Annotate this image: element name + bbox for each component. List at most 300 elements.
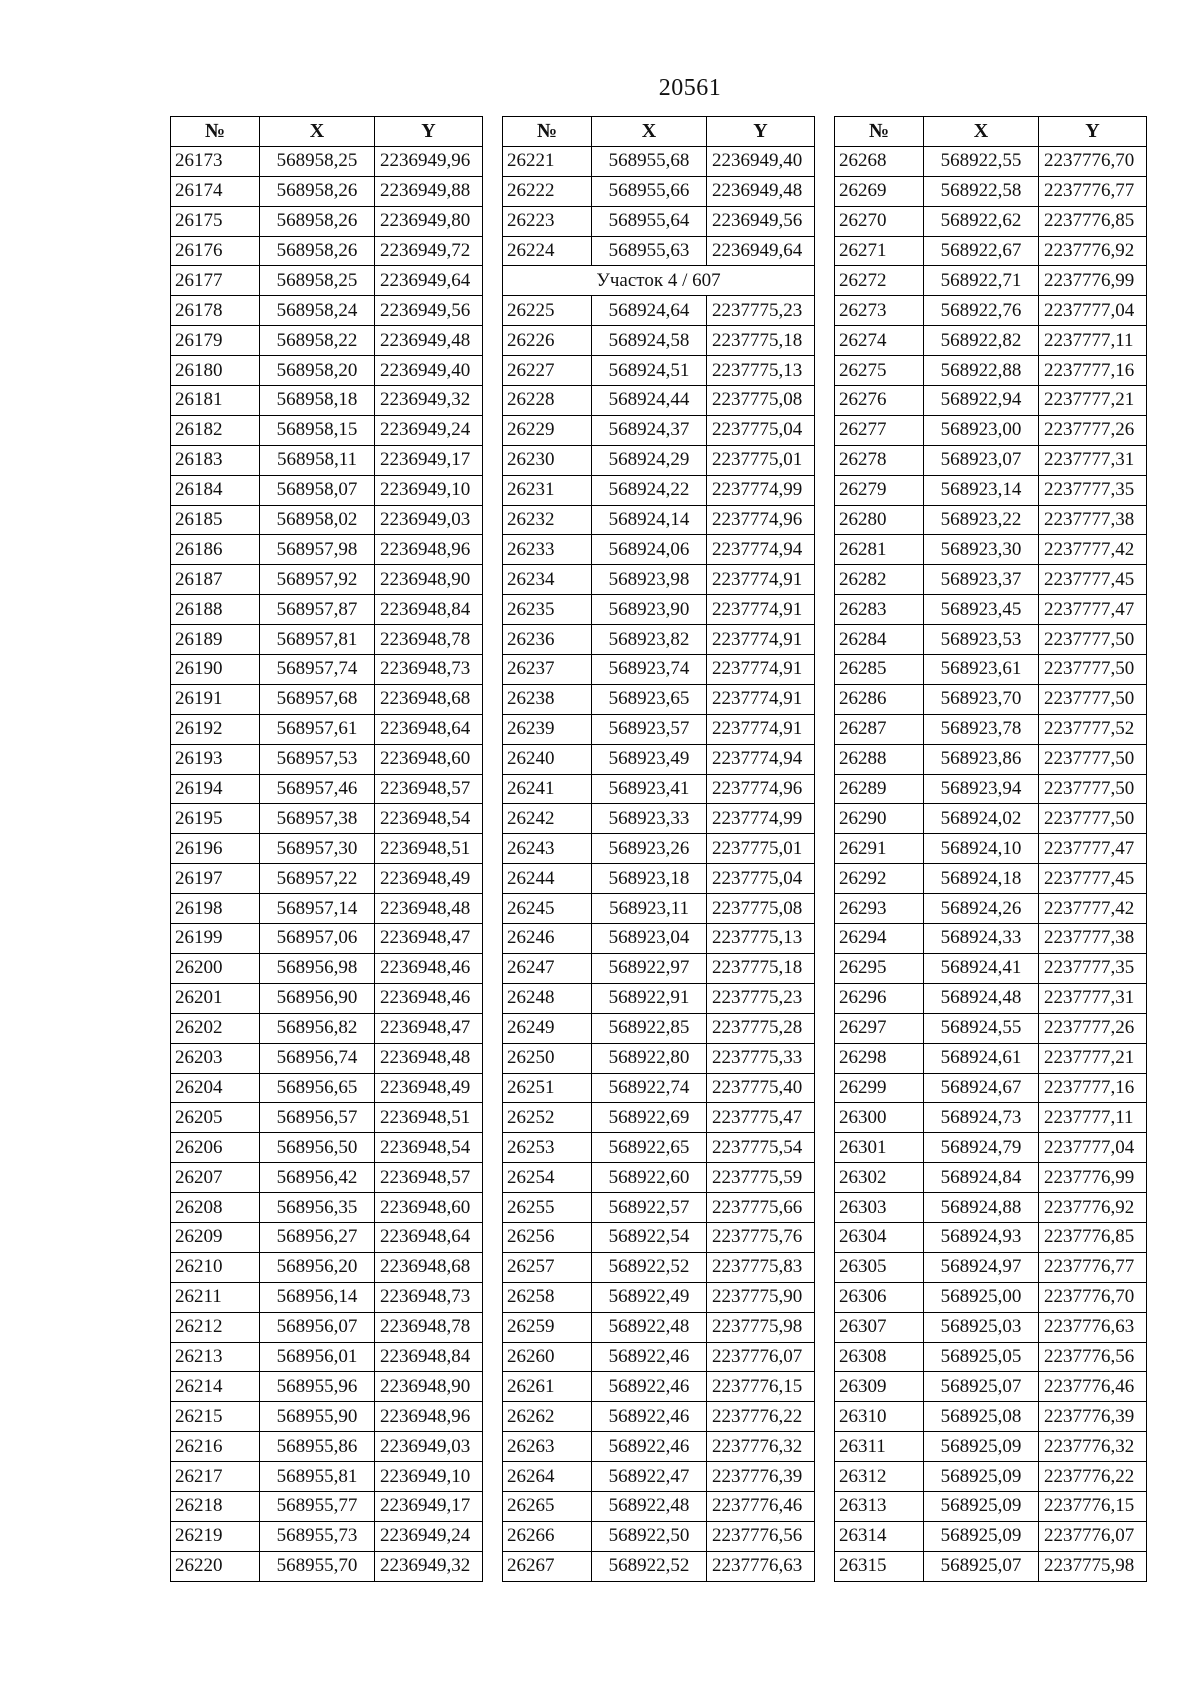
x-coordinate-cell: 568923,57 (592, 714, 707, 744)
point-number-cell: 26270 (835, 206, 924, 236)
x-coordinate-cell: 568924,44 (592, 386, 707, 416)
table-row (835, 565, 1147, 595)
point-number-cell: 26264 (503, 1462, 592, 1492)
point-number-cell: 26246 (503, 924, 592, 954)
column-header-x: X (260, 117, 375, 147)
table-row (503, 1521, 815, 1551)
y-coordinate-cell: 2236949,56 (707, 206, 815, 236)
x-coordinate-cell: 568958,20 (260, 356, 375, 386)
point-number-cell: 26294 (835, 924, 924, 954)
point-number-cell: 26247 (503, 953, 592, 983)
table-row (171, 834, 483, 864)
table-row (503, 1013, 815, 1043)
table-row (503, 326, 815, 356)
y-coordinate-cell: 2237774,91 (707, 714, 815, 744)
x-coordinate-cell: 568925,09 (924, 1462, 1039, 1492)
point-number-cell: 26207 (171, 1163, 260, 1193)
section-title: Участок 4 / 607 (503, 266, 815, 296)
y-coordinate-cell: 2237775,23 (707, 296, 815, 326)
y-coordinate-cell: 2236948,60 (375, 744, 483, 774)
y-coordinate-cell: 2237774,96 (707, 774, 815, 804)
y-coordinate-cell: 2236949,48 (375, 326, 483, 356)
x-coordinate-cell: 568923,18 (592, 864, 707, 894)
y-coordinate-cell: 2236949,64 (375, 266, 483, 296)
table-row (171, 1163, 483, 1193)
x-coordinate-cell: 568924,29 (592, 445, 707, 475)
y-coordinate-cell: 2237777,47 (1039, 834, 1147, 864)
table-row (835, 505, 1147, 535)
table-row (171, 894, 483, 924)
point-number-cell: 26200 (171, 953, 260, 983)
x-coordinate-cell: 568925,05 (924, 1342, 1039, 1372)
y-coordinate-cell: 2237775,04 (707, 864, 815, 894)
table-row (171, 1133, 483, 1163)
x-coordinate-cell: 568956,50 (260, 1133, 375, 1163)
point-number-cell: 26229 (503, 415, 592, 445)
x-coordinate-cell: 568923,14 (924, 475, 1039, 505)
point-number-cell: 26272 (835, 266, 924, 296)
y-coordinate-cell: 2236948,57 (375, 1163, 483, 1193)
x-coordinate-cell: 568957,87 (260, 595, 375, 625)
x-coordinate-cell: 568955,68 (592, 146, 707, 176)
point-number-cell: 26224 (503, 236, 592, 266)
y-coordinate-cell: 2237775,13 (707, 356, 815, 386)
y-coordinate-cell: 2237776,77 (1039, 176, 1147, 206)
table-row (835, 326, 1147, 356)
table-row (503, 146, 815, 176)
point-number-cell: 26183 (171, 445, 260, 475)
table-row (171, 1073, 483, 1103)
table-row (835, 1312, 1147, 1342)
point-number-cell: 26180 (171, 356, 260, 386)
point-number-cell: 26258 (503, 1282, 592, 1312)
y-coordinate-cell: 2236948,60 (375, 1193, 483, 1223)
x-coordinate-cell: 568922,49 (592, 1282, 707, 1312)
x-coordinate-cell: 568958,15 (260, 415, 375, 445)
table-row (171, 1312, 483, 1342)
y-coordinate-cell: 2236948,46 (375, 953, 483, 983)
y-coordinate-cell: 2237777,50 (1039, 625, 1147, 655)
table-row (171, 266, 483, 296)
point-number-cell: 26313 (835, 1491, 924, 1521)
y-coordinate-cell: 2237777,42 (1039, 535, 1147, 565)
page-number: 20561 (658, 75, 722, 101)
table-row (171, 565, 483, 595)
point-number-cell: 26315 (835, 1551, 924, 1581)
x-coordinate-cell: 568956,07 (260, 1312, 375, 1342)
table-row (171, 804, 483, 834)
table-row (835, 1193, 1147, 1223)
table-row (835, 386, 1147, 416)
point-number-cell: 26226 (503, 326, 592, 356)
x-coordinate-cell: 568923,30 (924, 535, 1039, 565)
x-coordinate-cell: 568956,42 (260, 1163, 375, 1193)
point-number-cell: 26201 (171, 983, 260, 1013)
table-row (171, 296, 483, 326)
table-row (503, 1193, 815, 1223)
table-row (171, 655, 483, 685)
y-coordinate-cell: 2237776,56 (1039, 1342, 1147, 1372)
table-row (503, 475, 815, 505)
y-coordinate-cell: 2236948,47 (375, 1013, 483, 1043)
point-number-cell: 26260 (503, 1342, 592, 1372)
table-row (835, 356, 1147, 386)
y-coordinate-cell: 2237777,45 (1039, 864, 1147, 894)
y-coordinate-cell: 2236948,78 (375, 625, 483, 655)
x-coordinate-cell: 568923,00 (924, 415, 1039, 445)
y-coordinate-cell: 2237774,91 (707, 684, 815, 714)
table-row (503, 983, 815, 1013)
y-coordinate-cell: 2237775,18 (707, 326, 815, 356)
x-coordinate-cell: 568957,53 (260, 744, 375, 774)
y-coordinate-cell: 2237774,99 (707, 475, 815, 505)
y-coordinate-cell: 2237775,47 (707, 1103, 815, 1133)
y-coordinate-cell: 2237776,85 (1039, 206, 1147, 236)
y-coordinate-cell: 2236948,96 (375, 1402, 483, 1432)
y-coordinate-cell: 2237775,83 (707, 1252, 815, 1282)
point-number-cell: 26256 (503, 1222, 592, 1252)
y-coordinate-cell: 2237774,94 (707, 744, 815, 774)
point-number-cell: 26278 (835, 445, 924, 475)
point-number-cell: 26277 (835, 415, 924, 445)
x-coordinate-cell: 568924,73 (924, 1103, 1039, 1133)
point-number-cell: 26233 (503, 535, 592, 565)
y-coordinate-cell: 2236948,90 (375, 1372, 483, 1402)
table-row (835, 1521, 1147, 1551)
x-coordinate-cell: 568957,74 (260, 655, 375, 685)
table-header-row (835, 117, 1147, 147)
x-coordinate-cell: 568955,86 (260, 1432, 375, 1462)
point-number-cell: 26245 (503, 894, 592, 924)
point-number-cell: 26255 (503, 1193, 592, 1223)
table-row (171, 475, 483, 505)
point-number-cell: 26225 (503, 296, 592, 326)
y-coordinate-cell: 2237774,94 (707, 535, 815, 565)
table-row (835, 1163, 1147, 1193)
y-coordinate-cell: 2237777,31 (1039, 445, 1147, 475)
x-coordinate-cell: 568922,55 (924, 146, 1039, 176)
y-coordinate-cell: 2237775,66 (707, 1193, 815, 1223)
x-coordinate-cell: 568922,60 (592, 1163, 707, 1193)
table-row (503, 625, 815, 655)
x-coordinate-cell: 568924,97 (924, 1252, 1039, 1282)
point-number-cell: 26243 (503, 834, 592, 864)
point-number-cell: 26249 (503, 1013, 592, 1043)
point-number-cell: 26239 (503, 714, 592, 744)
point-number-cell: 26271 (835, 236, 924, 266)
x-coordinate-cell: 568955,64 (592, 206, 707, 236)
y-coordinate-cell: 2237776,22 (1039, 1462, 1147, 1492)
point-number-cell: 26254 (503, 1163, 592, 1193)
x-coordinate-cell: 568922,91 (592, 983, 707, 1013)
x-coordinate-cell: 568922,74 (592, 1073, 707, 1103)
point-number-cell: 26253 (503, 1133, 592, 1163)
table-row (171, 744, 483, 774)
table-row (171, 1282, 483, 1312)
table-row (171, 326, 483, 356)
table-row (503, 535, 815, 565)
point-number-cell: 26178 (171, 296, 260, 326)
y-coordinate-cell: 2236949,40 (375, 356, 483, 386)
y-coordinate-cell: 2236948,68 (375, 684, 483, 714)
x-coordinate-cell: 568922,82 (924, 326, 1039, 356)
point-number-cell: 26202 (171, 1013, 260, 1043)
y-coordinate-cell: 2236948,57 (375, 774, 483, 804)
x-coordinate-cell: 568922,48 (592, 1312, 707, 1342)
x-coordinate-cell: 568922,52 (592, 1252, 707, 1282)
x-coordinate-cell: 568958,26 (260, 176, 375, 206)
table-row (835, 1222, 1147, 1252)
table-row (835, 1491, 1147, 1521)
point-number-cell: 26173 (171, 146, 260, 176)
y-coordinate-cell: 2237774,91 (707, 625, 815, 655)
coordinate-table-3 (834, 116, 1147, 1582)
point-number-cell: 26309 (835, 1372, 924, 1402)
y-coordinate-cell: 2237776,32 (707, 1432, 815, 1462)
table-row (503, 1312, 815, 1342)
x-coordinate-cell: 568956,01 (260, 1342, 375, 1372)
y-coordinate-cell: 2237777,26 (1039, 1013, 1147, 1043)
y-coordinate-cell: 2237776,99 (1039, 266, 1147, 296)
table-row (171, 236, 483, 266)
table-row (171, 714, 483, 744)
point-number-cell: 26196 (171, 834, 260, 864)
table-row (171, 774, 483, 804)
table-row (835, 684, 1147, 714)
y-coordinate-cell: 2237777,21 (1039, 1043, 1147, 1073)
y-coordinate-cell: 2236949,48 (707, 176, 815, 206)
x-coordinate-cell: 568923,53 (924, 625, 1039, 655)
point-number-cell: 26212 (171, 1312, 260, 1342)
y-coordinate-cell: 2236948,54 (375, 1133, 483, 1163)
y-coordinate-cell: 2236948,73 (375, 1282, 483, 1312)
point-number-cell: 26274 (835, 326, 924, 356)
point-number-cell: 26298 (835, 1043, 924, 1073)
x-coordinate-cell: 568923,11 (592, 894, 707, 924)
y-coordinate-cell: 2237777,47 (1039, 595, 1147, 625)
point-number-cell: 26285 (835, 655, 924, 685)
table-row (503, 1252, 815, 1282)
table-row (171, 1491, 483, 1521)
table-row (835, 864, 1147, 894)
point-number-cell: 26223 (503, 206, 592, 236)
y-coordinate-cell: 2236948,47 (375, 924, 483, 954)
y-coordinate-cell: 2237776,99 (1039, 1163, 1147, 1193)
x-coordinate-cell: 568924,64 (592, 296, 707, 326)
table-row (503, 386, 815, 416)
x-coordinate-cell: 568955,66 (592, 176, 707, 206)
table-row (835, 804, 1147, 834)
y-coordinate-cell: 2236948,78 (375, 1312, 483, 1342)
x-coordinate-cell: 568958,18 (260, 386, 375, 416)
table-row (503, 356, 815, 386)
y-coordinate-cell: 2237776,70 (1039, 1282, 1147, 1312)
point-number-cell: 26259 (503, 1312, 592, 1342)
point-number-cell: 26266 (503, 1521, 592, 1551)
x-coordinate-cell: 568923,86 (924, 744, 1039, 774)
x-coordinate-cell: 568924,88 (924, 1193, 1039, 1223)
x-coordinate-cell: 568924,26 (924, 894, 1039, 924)
x-coordinate-cell: 568922,80 (592, 1043, 707, 1073)
x-coordinate-cell: 568957,30 (260, 834, 375, 864)
y-coordinate-cell: 2237775,33 (707, 1043, 815, 1073)
x-coordinate-cell: 568924,02 (924, 804, 1039, 834)
table-row (503, 1103, 815, 1133)
table-row (171, 1252, 483, 1282)
table-row (171, 625, 483, 655)
y-coordinate-cell: 2236949,17 (375, 1491, 483, 1521)
y-coordinate-cell: 2237777,11 (1039, 326, 1147, 356)
x-coordinate-cell: 568955,90 (260, 1402, 375, 1432)
y-coordinate-cell: 2237777,45 (1039, 565, 1147, 595)
point-number-cell: 26238 (503, 684, 592, 714)
point-number-cell: 26215 (171, 1402, 260, 1432)
table-row (835, 535, 1147, 565)
y-coordinate-cell: 2236949,32 (375, 386, 483, 416)
point-number-cell: 26314 (835, 1521, 924, 1551)
point-number-cell: 26310 (835, 1402, 924, 1432)
y-coordinate-cell: 2237776,46 (707, 1491, 815, 1521)
x-coordinate-cell: 568923,70 (924, 684, 1039, 714)
x-coordinate-cell: 568958,02 (260, 505, 375, 535)
y-coordinate-cell: 2236949,03 (375, 505, 483, 535)
table-row (835, 1282, 1147, 1312)
y-coordinate-cell: 2237775,04 (707, 415, 815, 445)
x-coordinate-cell: 568924,48 (924, 983, 1039, 1013)
x-coordinate-cell: 568958,26 (260, 206, 375, 236)
point-number-cell: 26279 (835, 475, 924, 505)
y-coordinate-cell: 2237776,39 (1039, 1402, 1147, 1432)
x-coordinate-cell: 568924,55 (924, 1013, 1039, 1043)
table-row (503, 236, 815, 266)
point-number-cell: 26303 (835, 1193, 924, 1223)
point-number-cell: 26241 (503, 774, 592, 804)
point-number-cell: 26267 (503, 1551, 592, 1581)
x-coordinate-cell: 568922,46 (592, 1432, 707, 1462)
x-coordinate-cell: 568924,51 (592, 356, 707, 386)
table-row (503, 1073, 815, 1103)
y-coordinate-cell: 2237776,22 (707, 1402, 815, 1432)
table-row (503, 415, 815, 445)
x-coordinate-cell: 568955,96 (260, 1372, 375, 1402)
table-row (835, 475, 1147, 505)
x-coordinate-cell: 568922,97 (592, 953, 707, 983)
x-coordinate-cell: 568958,25 (260, 146, 375, 176)
point-number-cell: 26204 (171, 1073, 260, 1103)
x-coordinate-cell: 568924,84 (924, 1163, 1039, 1193)
x-coordinate-cell: 568957,22 (260, 864, 375, 894)
x-coordinate-cell: 568924,37 (592, 415, 707, 445)
x-coordinate-cell: 568922,88 (924, 356, 1039, 386)
point-number-cell: 26211 (171, 1282, 260, 1312)
x-coordinate-cell: 568925,08 (924, 1402, 1039, 1432)
point-number-cell: 26262 (503, 1402, 592, 1432)
x-coordinate-cell: 568923,37 (924, 565, 1039, 595)
table-row (503, 1342, 815, 1372)
point-number-cell: 26299 (835, 1073, 924, 1103)
point-number-cell: 26292 (835, 864, 924, 894)
point-number-cell: 26217 (171, 1462, 260, 1492)
table-row (835, 774, 1147, 804)
x-coordinate-cell: 568922,57 (592, 1193, 707, 1223)
table-row (171, 1462, 483, 1492)
table-row (503, 1551, 815, 1581)
table-row (171, 983, 483, 1013)
point-number-cell: 26190 (171, 655, 260, 685)
table-row (503, 176, 815, 206)
x-coordinate-cell: 568957,14 (260, 894, 375, 924)
x-coordinate-cell: 568957,92 (260, 565, 375, 595)
y-coordinate-cell: 2237775,98 (1039, 1551, 1147, 1581)
point-number-cell: 26308 (835, 1342, 924, 1372)
point-number-cell: 26230 (503, 445, 592, 475)
table-row (835, 655, 1147, 685)
column-header-x: X (924, 117, 1039, 147)
point-number-cell: 26232 (503, 505, 592, 535)
table-row (503, 595, 815, 625)
x-coordinate-cell: 568957,81 (260, 625, 375, 655)
point-number-cell: 26208 (171, 1193, 260, 1223)
table-row (503, 565, 815, 595)
y-coordinate-cell: 2236948,49 (375, 864, 483, 894)
y-coordinate-cell: 2237776,63 (707, 1551, 815, 1581)
table-row (503, 834, 815, 864)
x-coordinate-cell: 568924,18 (924, 864, 1039, 894)
column-header-y: Y (375, 117, 483, 147)
y-coordinate-cell: 2236948,84 (375, 1342, 483, 1372)
table-row (835, 1432, 1147, 1462)
point-number-cell: 26269 (835, 176, 924, 206)
table-row (171, 1342, 483, 1372)
table-row (503, 1163, 815, 1193)
x-coordinate-cell: 568956,57 (260, 1103, 375, 1133)
table-row (835, 1013, 1147, 1043)
y-coordinate-cell: 2237777,35 (1039, 953, 1147, 983)
table-row (503, 684, 815, 714)
y-coordinate-cell: 2236948,73 (375, 655, 483, 685)
y-coordinate-cell: 2237776,85 (1039, 1222, 1147, 1252)
table-row (503, 1372, 815, 1402)
point-number-cell: 26237 (503, 655, 592, 685)
x-coordinate-cell: 568958,24 (260, 296, 375, 326)
point-number-cell: 26218 (171, 1491, 260, 1521)
point-number-cell: 26216 (171, 1432, 260, 1462)
table-row (835, 266, 1147, 296)
x-coordinate-cell: 568925,07 (924, 1551, 1039, 1581)
table-row (503, 505, 815, 535)
point-number-cell: 26302 (835, 1163, 924, 1193)
table-row (171, 445, 483, 475)
x-coordinate-cell: 568922,48 (592, 1491, 707, 1521)
table-row (171, 924, 483, 954)
table-row (835, 1372, 1147, 1402)
point-number-cell: 26222 (503, 176, 592, 206)
point-number-cell: 26304 (835, 1222, 924, 1252)
table-row (171, 1402, 483, 1432)
y-coordinate-cell: 2237774,91 (707, 595, 815, 625)
y-coordinate-cell: 2237775,08 (707, 386, 815, 416)
point-number-cell: 26244 (503, 864, 592, 894)
x-coordinate-cell: 568923,90 (592, 595, 707, 625)
x-coordinate-cell: 568956,90 (260, 983, 375, 1013)
x-coordinate-cell: 568924,93 (924, 1222, 1039, 1252)
point-number-cell: 26268 (835, 146, 924, 176)
table-row (171, 1521, 483, 1551)
x-coordinate-cell: 568922,46 (592, 1402, 707, 1432)
x-coordinate-cell: 568925,09 (924, 1491, 1039, 1521)
y-coordinate-cell: 2237776,46 (1039, 1372, 1147, 1402)
point-number-cell: 26275 (835, 356, 924, 386)
